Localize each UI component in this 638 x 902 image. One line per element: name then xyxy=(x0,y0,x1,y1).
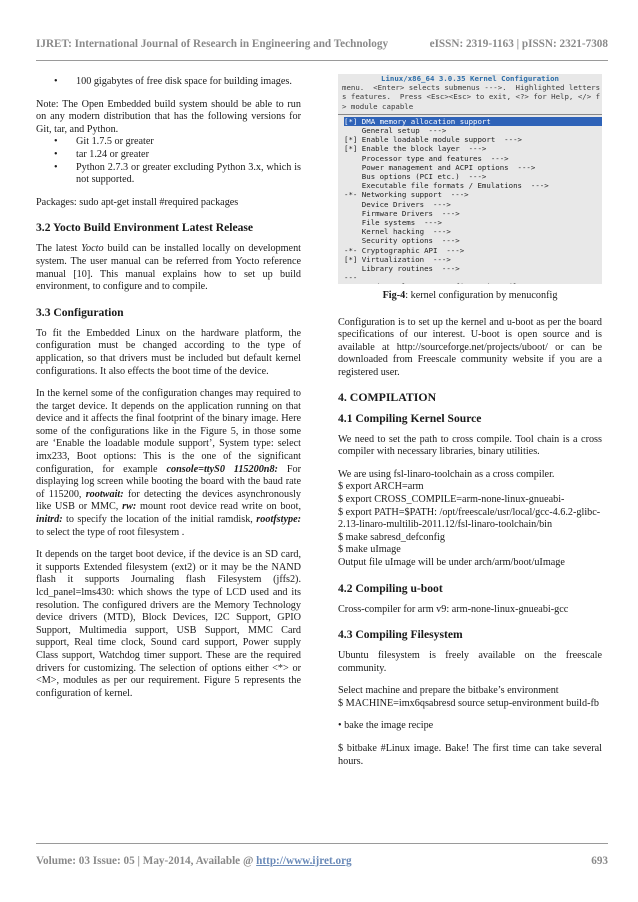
menu-item[interactable]: Firmware Drivers ---> xyxy=(344,208,460,218)
section-heading-3-2: 3.2 Yocto Build Environment Latest Release xyxy=(36,221,254,235)
machine-command: $ MACHINE=imx6qsabresd source setup-environment build-fb xyxy=(338,697,599,709)
paragraph-3-3-3: It depends on the target boot device, if the device is an SD card, it supports Extended filesystem (ext2) or it may be the NAND flash it supports Journaling flash Filesystem (jffs2). lcd_panel=lms430: which shows the type of LCD used and its resolution. The configured drivers are the Memory Technology device drivers (MTD), Block Devices, I2C Support, GPIO Support, Multimedia support, USB Support, MMC Card support, Real time clock, Sound card support, Power supply Class support, Watchdog timer support. These are the required drivers for customizing. The selection of options either <*> or <M>, modules as per our requirement. Figure 5 represents the configuration of kernel. xyxy=(36,549,301,699)
left-column xyxy=(36,76,301,710)
menu-item[interactable]: --- xyxy=(344,273,358,283)
paragraph-4-2: Cross-compiler for arm v9: arm-none-linux-gnueabi-gcc xyxy=(338,603,569,615)
menu-item[interactable] xyxy=(344,282,602,284)
section-heading-4: 4. COMPILATION xyxy=(338,389,437,404)
menuconfig-title: Linux/x86_64 3.0.35 Kernel Configuration xyxy=(338,74,602,83)
menu-item[interactable]: [*] Enable the block layer ---> xyxy=(344,144,487,154)
section-heading-4-2: 4.2 Compiling u-boot xyxy=(338,581,443,595)
menu-item[interactable]: [*] DMA memory allocation support xyxy=(344,117,602,126)
menu-item[interactable]: Library routines ---> xyxy=(344,264,460,274)
list-item: • 100 gigabytes of free disk space for building images. xyxy=(76,76,301,89)
command-line: We are using fsl-linaro-toolchain as a cross compiler. xyxy=(338,468,555,480)
paragraph-4-3: Ubuntu filesystem is freely available on the freescale community. xyxy=(338,650,602,674)
figure-caption: Fig-4: kernel configuration by menuconfig xyxy=(382,290,558,301)
menu-item[interactable]: [*] Enable loadable module support ---> xyxy=(344,135,522,145)
paragraph-3-2: The latest Yocto build can be installed locally on development system. The user manual can be referred from Yocto reference manual [10]. This manual explains how to set up build environment, to configure and to compile. xyxy=(36,243,301,293)
right-column xyxy=(338,74,602,778)
menu-item[interactable]: Bus options (PCI etc.) ---> xyxy=(344,172,487,182)
journal-name: IJRET: International Journal of Research in Engineering and Technology xyxy=(36,38,389,50)
configuration-paragraph: Configuration is to set up the kernel and u-boot as per the board specifications of our interest. U-boot is open source and is available at http://sourceforge.net/projects/uboot/ or can be downloaded from Freescale community website if you are a registered user. xyxy=(338,316,602,378)
disk-list xyxy=(36,76,301,89)
section-heading-4-3: 4.3 Compiling Filesystem xyxy=(338,628,463,642)
header-rule xyxy=(36,60,608,61)
menu-list xyxy=(338,117,602,284)
menu-item[interactable]: -*- Cryptographic API ---> xyxy=(344,245,465,255)
bitbake-command: $ bitbake #Linux image. Bake! The first time can take several hours. xyxy=(338,743,602,767)
menu-item[interactable]: File systems ---> xyxy=(344,218,442,228)
section-heading-3-3: 3.3 Configuration xyxy=(36,305,124,319)
list-item: • Python 2.7.3 or greater excluding Python 3.x, which is not supported. xyxy=(76,162,301,187)
command-line: $ make uImage xyxy=(338,544,401,556)
select-machine-line: Select machine and prepare the bitbake’s environment xyxy=(338,685,559,697)
command-line: $ make sabresd_defconfig xyxy=(338,531,445,543)
help-line: > module capable xyxy=(338,102,602,111)
paragraph-3-3-2: In the kernel some of the configuration changes may required to the target device. It depends on the application running on that device and it affects the final footprint of the binary image. Here some of the configurations like in the Figure 5, in those some are ‘Enable the loadable module support’, System type: select imx233, Boot options: This is the one of the significant configuration, for example console=ttyS0 115200n8: For displaying log screen while booting the board with the baud rate of 115200, rootwait: for detecting the devices asynchronously like USB or MMC, rw: mount root device read write on boot, initrd: to specify the location of the initial ramdisk, rootfstype: to select the type of root filesystem . xyxy=(36,388,302,538)
help-line: s features. Press <Esc><Esc> to exit, <?> for Help, </> f xyxy=(338,92,602,101)
page-number: 693 xyxy=(591,855,608,867)
command-line: Output file uImage will be under arch/arm/boot/uImage xyxy=(338,556,565,568)
menu-item[interactable]: -*- Networking support ---> xyxy=(344,190,469,200)
section-heading-4-1: 4.1 Compiling Kernel Source xyxy=(338,411,482,425)
menu-item[interactable]: Executable file formats / Emulations ---> xyxy=(344,181,549,191)
menu-item[interactable]: Kernel hacking ---> xyxy=(344,227,451,237)
note-paragraph: Note: The Open Embedded build system should be able to run on any modern distribution that has the following versions for Git, tar, and Python. xyxy=(36,98,301,135)
command-line: $ export CROSS_COMPILE=arm-none-linux-gnueabi- xyxy=(338,493,565,505)
menu-item[interactable]: Security options ---> xyxy=(344,236,460,246)
command-line: $ export PATH=$PATH: /opt/freescale/usr/local/gcc-4.6.2-glibc-2.13-linaro-multilib-2011.12/fsl-linaro-toolchain/bin xyxy=(338,506,601,531)
list-item: • tar 1.24 or greater xyxy=(76,149,301,162)
menu-item[interactable]: Processor type and features ---> xyxy=(344,153,509,163)
menu-item[interactable]: Device Drivers ---> xyxy=(344,199,451,209)
issn: eISSN: 2319-1163 | pISSN: 2321-7308 xyxy=(429,38,608,50)
menu-item[interactable]: General setup ---> xyxy=(344,126,447,136)
paragraph-3-3-1: To fit the Embedded Linux on the hardware platform, the configuration must be changed according to the type of application, so that drivers must be included but default kernel configurations. It also effects the boot time of the device. xyxy=(36,327,301,377)
footer-volume: Volume: 03 Issue: 05 | May-2014, Available @ http://www.ijret.org xyxy=(36,855,352,867)
packages-line: Packages: sudo apt-get install #required packages xyxy=(36,196,239,208)
menuconfig-figure xyxy=(338,74,602,284)
page-header xyxy=(36,8,608,52)
menu-item[interactable]: [*] Virtualization ---> xyxy=(344,254,451,264)
menu-separator xyxy=(338,114,602,115)
versions-list xyxy=(36,136,301,186)
footer-rule xyxy=(36,843,608,844)
command-line: $ export ARCH=arm xyxy=(338,481,424,493)
menu-item[interactable]: Power management and ACPI options ---> xyxy=(344,162,536,172)
help-line: menu. <Enter> selects submenus --->. Highlighted letters xyxy=(338,83,602,92)
command-block xyxy=(338,469,602,570)
list-item: • Git 1.7.5 or greater xyxy=(76,136,301,149)
bake-line: • bake the image recipe xyxy=(338,720,434,732)
paragraph-4-1: We need to set the path to cross compile. Tool chain is a cross compiler with necessary libraries, binary utilities. xyxy=(338,433,602,458)
journal-link[interactable]: http://www.ijret.org xyxy=(256,855,352,867)
